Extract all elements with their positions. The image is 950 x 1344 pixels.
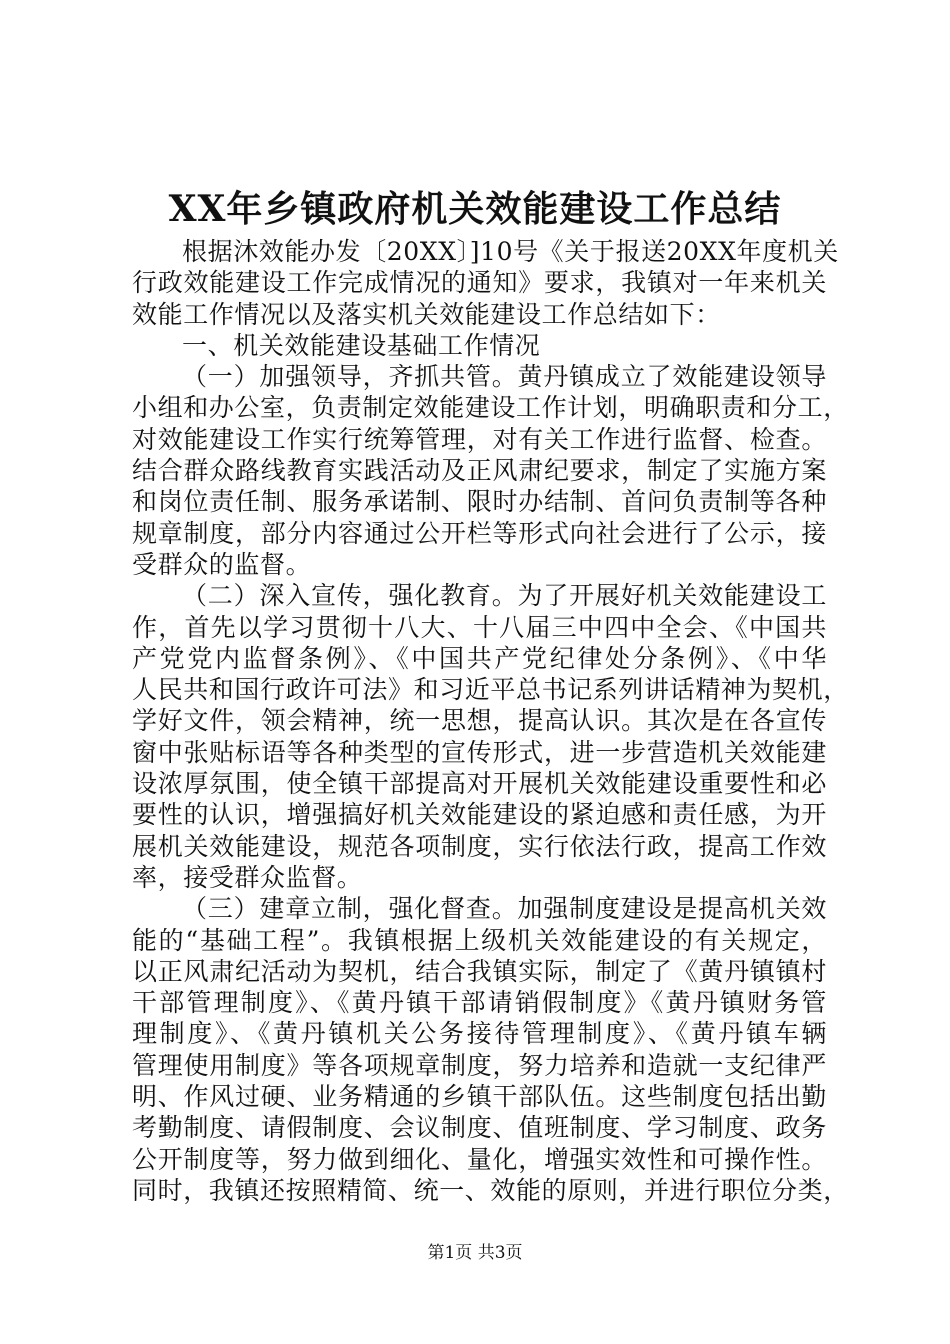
paragraph-line: 作，首先以学习贯彻十八大、十八届三中四中全会、《中国共 — [132, 612, 827, 642]
paragraph-line: 产党党内监督条例》、《中国共产党纪律处分条例》、《中华 — [132, 643, 827, 673]
paragraph-line: 一、机关效能建设基础工作情况 — [182, 330, 541, 360]
paragraph — [132, 361, 849, 580]
paragraph-line: 能的“基础工程”。我镇根据上级机关效能建设的有关规定， — [132, 925, 827, 955]
paragraph-line: 干部管理制度》、《黄丹镇干部请销假制度》《黄丹镇财务管 — [132, 988, 827, 1018]
page-footer: 第1页 共3页 — [427, 1243, 523, 1263]
paragraph-line: 学好文件，领会精神，统一思想，提高认识。其次是在各宣传 — [132, 706, 827, 736]
paragraph-line: 窗中张贴标语等各种类型的宣传形式，进一步营造机关效能建 — [132, 737, 827, 767]
document-title: XX年乡镇政府机关效能建设工作总结 — [168, 188, 782, 230]
paragraph-line: 和岗位责任制、服务承诺制、限时办结制、首问负责制等各种 — [132, 487, 827, 517]
document-body — [132, 236, 849, 1206]
paragraph-line: 理制度》、《黄丹镇机关公务接待管理制度》、《黄丹镇车辆 — [132, 1019, 827, 1049]
paragraph-line: 结合群众路线教育实践活动及正风肃纪要求，制定了实施方案 — [132, 456, 827, 486]
paragraph-line: 对效能建设工作实行统筹管理，对有关工作进行监督、检查。 — [132, 424, 827, 454]
paragraph-line: 明、作风过硬、业务精通的乡镇干部队伍。这些制度包括出勤 — [132, 1082, 827, 1112]
paragraph-line: 受群众的监督。 — [132, 549, 312, 579]
paragraph — [132, 330, 827, 361]
paragraph-line: 效能工作情况以及落实机关效能建设工作总结如下： — [132, 299, 721, 329]
paragraph — [132, 893, 849, 1206]
paragraph-line: （二）深入宣传，强化教育。为了开展好机关效能建设工 — [182, 581, 827, 611]
paragraph-line: （一）加强领导，齐抓共管。黄丹镇成立了效能建设领导 — [182, 362, 827, 392]
paragraph-line: 要性的认识，增强搞好机关效能建设的紧迫感和责任感，为开 — [132, 800, 827, 830]
paragraph-line: 展机关效能建设，规范各项制度，实行依法行政，提高工作效 — [132, 831, 827, 861]
paragraph-line: 根据沐效能办发〔20XX〕]10号《关于报送20XX年度机关 — [182, 237, 839, 266]
paragraph — [132, 236, 839, 330]
paragraph-line: 规章制度，部分内容通过公开栏等形式向社会进行了公示，接 — [132, 518, 827, 548]
paragraph-line: 人民共和国行政许可法》和习近平总书记系列讲话精神为契机， — [132, 675, 849, 705]
paragraph — [132, 580, 849, 893]
paragraph-line: 小组和办公室，负责制定效能建设工作计划，明确职责和分工， — [132, 393, 849, 423]
paragraph-line: （三）建章立制，强化督查。加强制度建设是提高机关效 — [182, 894, 827, 924]
paragraph-line: 管理使用制度》等各项规章制度，努力培养和造就一支纪律严 — [132, 1050, 827, 1080]
paragraph-line: 设浓厚氛围，使全镇干部提高对开展机关效能建设重要性和必 — [132, 769, 827, 799]
paragraph-line: 行政效能建设工作完成情况的通知》要求，我镇对一年来机关 — [132, 268, 827, 298]
paragraph-line: 同时，我镇还按照精简、统一、效能的原则，并进行职位分类， — [132, 1175, 849, 1205]
paragraph-line: 率，接受群众监督。 — [132, 862, 363, 892]
paragraph-line: 以正风肃纪活动为契机，结合我镇实际，制定了《黄丹镇镇村 — [132, 956, 827, 986]
paragraph-line: 公开制度等，努力做到细化、量化，增强实效性和可操作性。 — [132, 1144, 827, 1174]
paragraph-line: 考勤制度、请假制度、会议制度、值班制度、学习制度、政务 — [132, 1113, 827, 1143]
